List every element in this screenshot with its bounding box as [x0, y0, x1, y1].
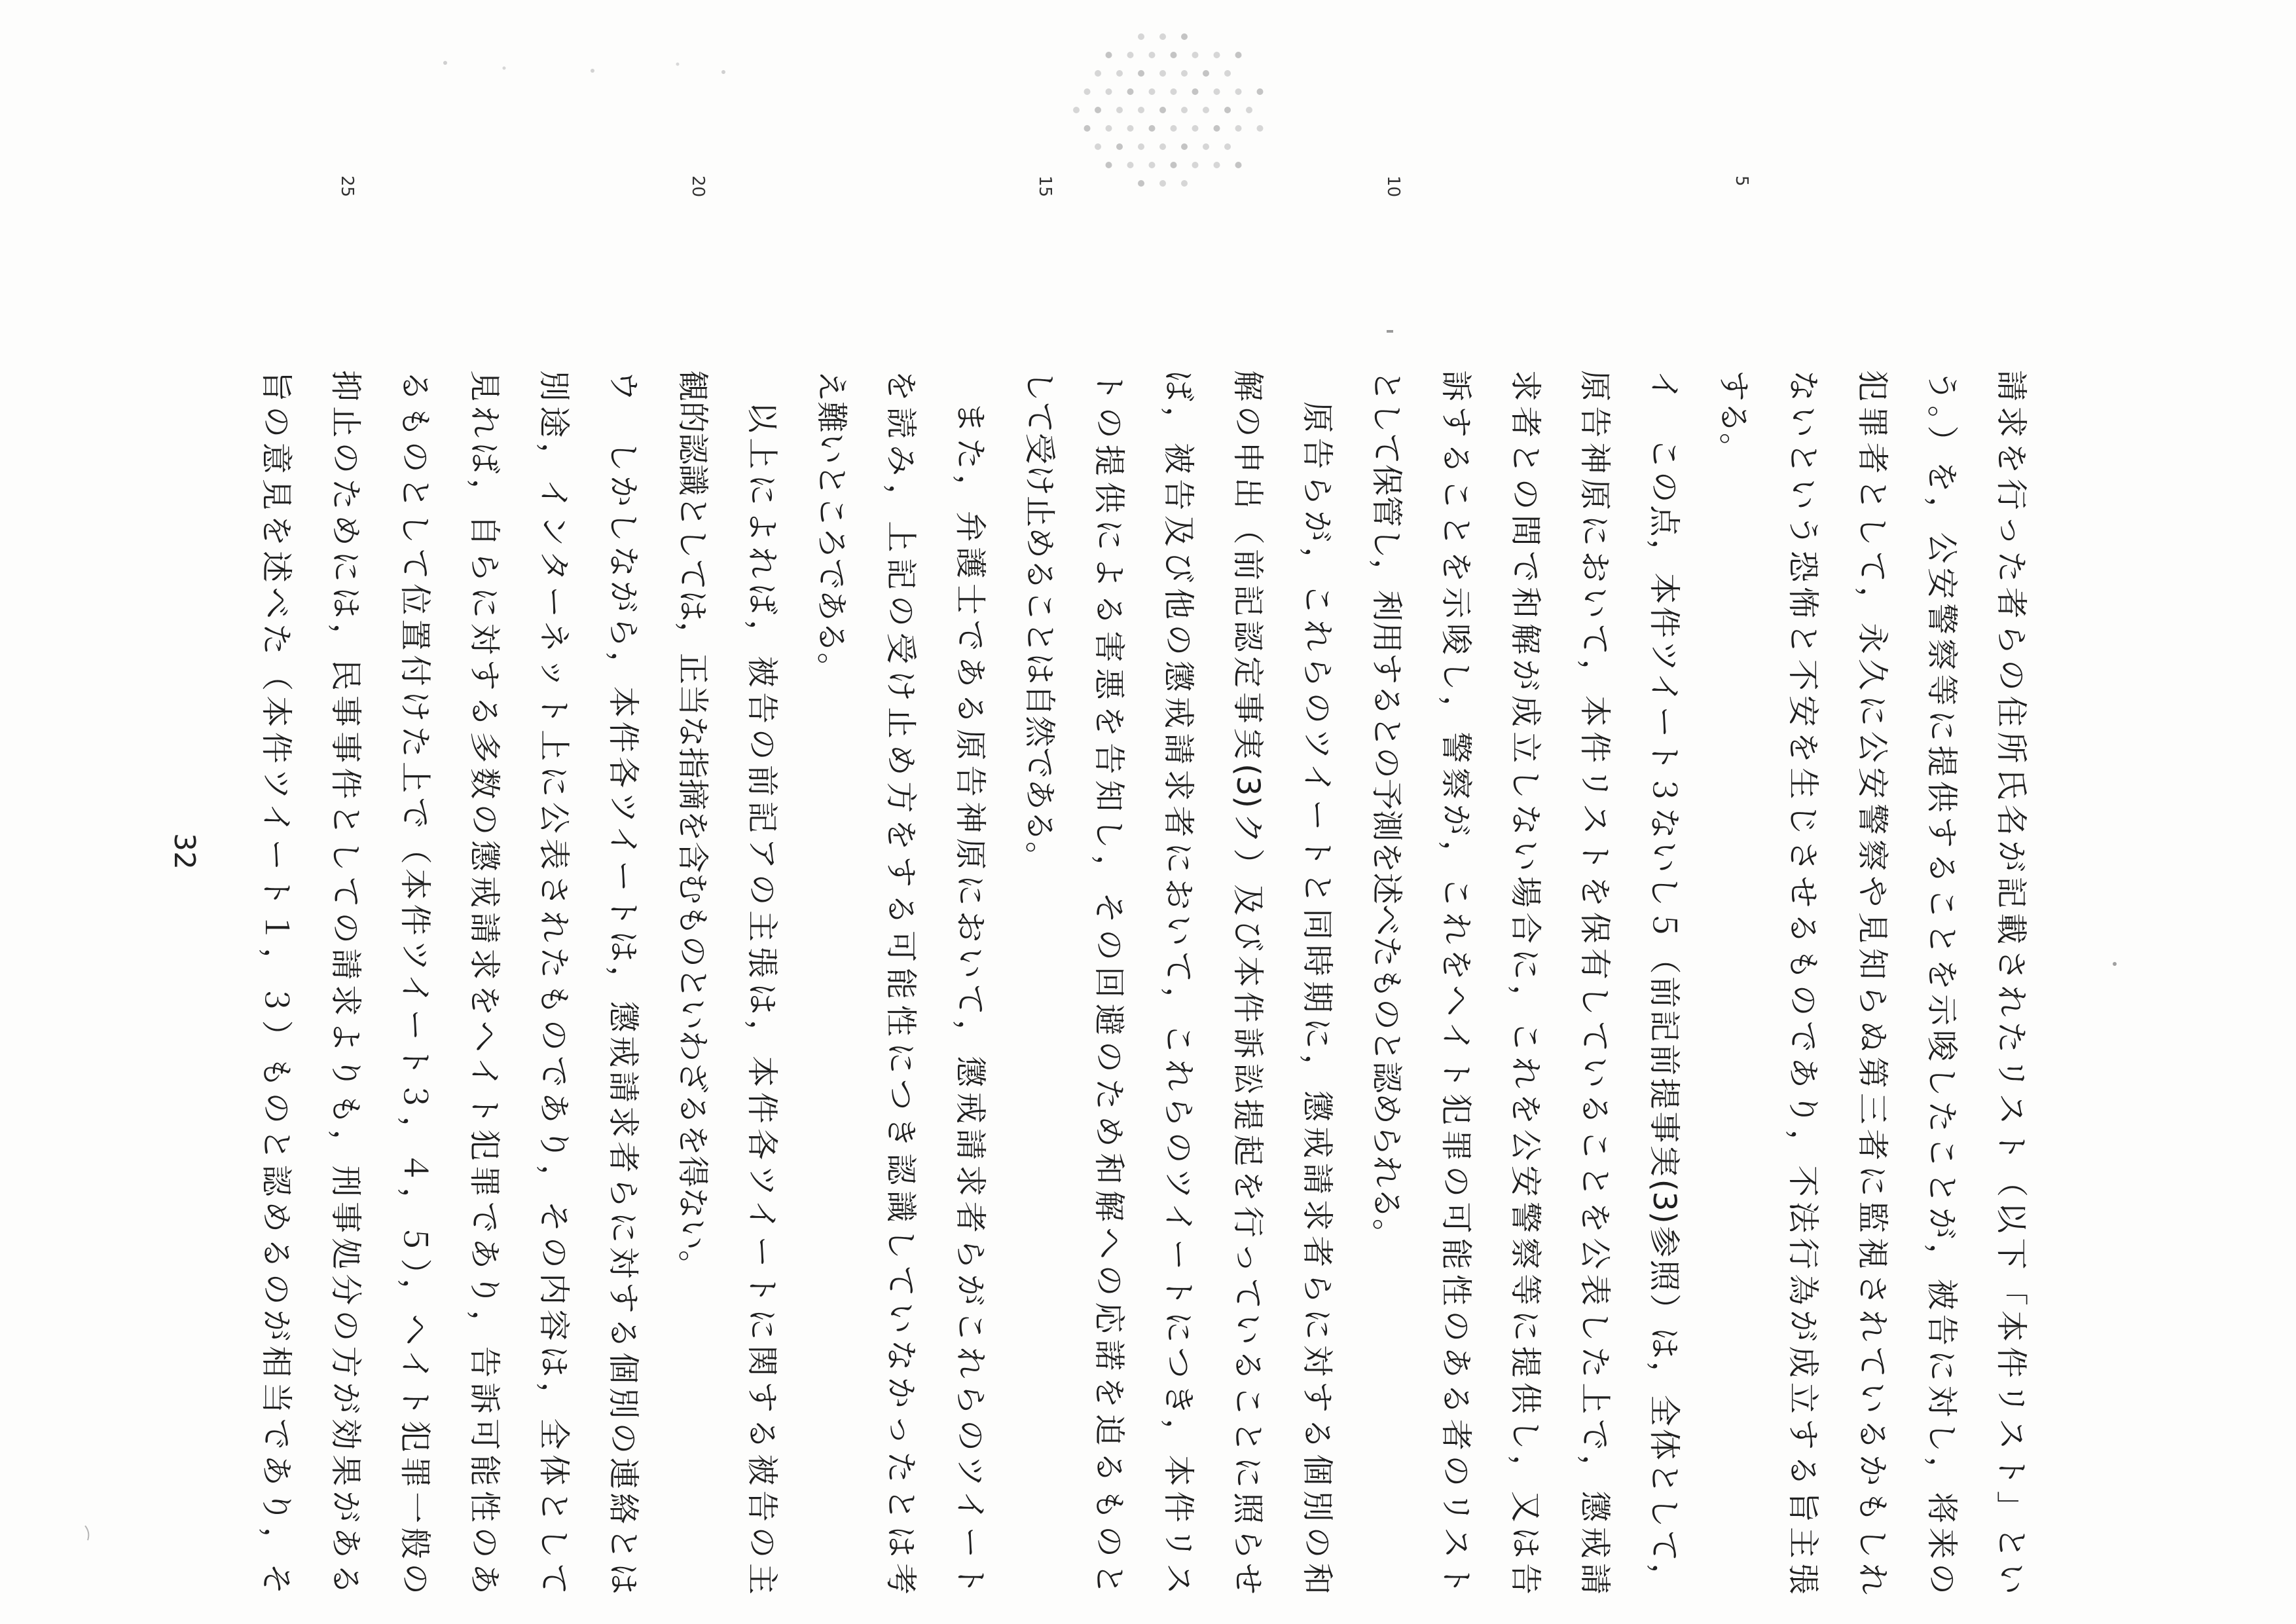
scan-dot [1073, 107, 1080, 113]
scan-dot [1192, 125, 1199, 132]
text-line: 解の申出（前記認定事実(3)ク）及び本件訴訟提起を行っていることに照らせ [1230, 370, 1266, 1595]
text-line: 請求を行った者らの住所氏名が記載されたリスト（以下「本件リスト」とい [1993, 370, 2030, 1595]
line-number: 20 [688, 175, 708, 198]
text-line: トの提供による害悪を告知し，その回避のため和解への応諾を迫るものと [1091, 370, 1127, 1595]
text-line: え難いところである。 [813, 370, 850, 684]
scan-dot [1138, 33, 1144, 40]
scan-dot [1235, 125, 1242, 132]
text-line: ば，被告及び他の懲戒請求者において，これらのツイートにつき，本件リス [1160, 370, 1197, 1595]
text-line: 以上によれば，被告の前記アの主張は，本件各ツイートに関する被告の主 [744, 401, 780, 1595]
scan-dot [1116, 143, 1123, 150]
scan-dot [1095, 70, 1101, 77]
scan-dot [1235, 162, 1242, 168]
text-line: 求者との間で和解が成立しない場合に，これを公安警察等に提供し，又は告 [1507, 370, 1544, 1595]
scan-dot [1149, 162, 1156, 168]
scan-dot [1159, 33, 1166, 40]
scan-dot [1214, 162, 1220, 168]
text-line: 犯罪者として，永久に公安警察や見知らぬ第三者に監視されているかもしれ [1854, 370, 1891, 1595]
scan-dot [1116, 70, 1123, 77]
page-number: 32 [168, 833, 201, 870]
scan-dot [1214, 52, 1220, 58]
scan-dot [1149, 52, 1156, 58]
scan-dot [1192, 88, 1199, 95]
scan-dot [1235, 52, 1242, 58]
scan-dot [1106, 162, 1112, 168]
scan-dot [1149, 125, 1156, 132]
scan-dot [1257, 88, 1264, 95]
scan-dot [1127, 162, 1134, 168]
scan-dot [1192, 162, 1199, 168]
scan-speck [443, 61, 447, 65]
scan-dot [1106, 88, 1112, 95]
scan-dot [1171, 125, 1177, 132]
scan-dot [1181, 107, 1188, 113]
text-line: 抑止のためには，民事事件としての請求よりも，刑事処分の方が効果がある [327, 370, 364, 1595]
scan-dot [1203, 70, 1209, 77]
scan-dot [1095, 107, 1101, 113]
text-line: るものとして位置付けた上で（本件ツイート３，４，５），ヘイト犯罪一般の [397, 370, 433, 1595]
scan-dot [1203, 143, 1209, 150]
scan-dot [1084, 88, 1091, 95]
scan-dot [1214, 88, 1220, 95]
scan-dot [1149, 88, 1156, 95]
text-line: イ この点，本件ツイート３ないし５（前記前提事実(3)参照）は，全体として， [1646, 370, 1683, 1595]
text-line: ウ しかしながら，本件各ツイートは，懲戒請求者らに対する個別の連絡とは [605, 370, 642, 1595]
scan-dot [1127, 88, 1134, 95]
scan-dot [1138, 70, 1144, 77]
scan-dot [1224, 107, 1231, 113]
scan-dot [1138, 107, 1144, 113]
scan-dot [1116, 107, 1123, 113]
line-number: 10 [1383, 175, 1403, 198]
text-line: う。）を，公安警察等に提供することを示唆したことが，被告に対し，将来の [1923, 370, 1960, 1595]
scan-dot [1171, 88, 1177, 95]
scan-dot [1159, 180, 1166, 187]
text-line: 観的認識としては，正当な指摘を含むものといわざるを得ない。 [674, 370, 711, 1282]
scan-dot [1203, 107, 1209, 113]
text-line: 別途，インターネット上に公表されたものであり，その内容は，全体として [536, 370, 572, 1595]
text-line: 原告らが，これらのツイートと同時期に，懲戒請求者らに対する個別の和 [1299, 401, 1336, 1595]
text-line: 原告神原において，本件リストを保有していることを公表した上で，懲戒請 [1576, 370, 1613, 1595]
scan-speck [85, 1526, 88, 1540]
scan-dot [1181, 33, 1188, 40]
scan-dot [1181, 180, 1188, 187]
scan-dot [1127, 125, 1134, 132]
scan-dot [1181, 143, 1188, 150]
scan-dot [1159, 143, 1166, 150]
scan-dot [1181, 70, 1188, 77]
scan-speck [2113, 962, 2117, 966]
scan-dot [1224, 70, 1231, 77]
line-number: 25 [337, 175, 357, 198]
text-line: 旨の意見を述べた（本件ツイート１，３）ものと認めるのが相当であり，そ [258, 370, 295, 1595]
scan-speck [503, 67, 506, 70]
scan-dot [1159, 107, 1166, 113]
text-line: 訴することを示唆し，警察が，これをヘイト犯罪の可能性のある者のリスト [1438, 370, 1474, 1595]
scan-dot [1159, 70, 1166, 77]
scan-dot [1106, 52, 1112, 58]
scan-speck [591, 69, 594, 73]
scan-dot [1235, 88, 1242, 95]
scan-dot [1171, 162, 1177, 168]
scan-dot [1095, 143, 1101, 150]
scan-dot [1257, 125, 1264, 132]
scan-dot [1138, 180, 1144, 187]
text-line: ないという恐怖と不安を生じさせるものであり，不法行為が成立する旨主張 [1785, 370, 1821, 1595]
text-line: して受け止めることは自然である。 [1021, 370, 1058, 874]
text-line: また，弁護士である原告神原において，懲戒請求者らがこれらのツイート [952, 401, 989, 1595]
scan-dot [1192, 52, 1199, 58]
scan-dot [1224, 143, 1231, 150]
scan-dot [1138, 143, 1144, 150]
scan-dot [1246, 107, 1252, 113]
scan-dot [1214, 125, 1220, 132]
scan-speck [676, 63, 680, 66]
scan-dot [1127, 52, 1134, 58]
text-line: 見れば，自らに対する多数の懲戒請求をヘイト犯罪であり，告訴可能性のあ [466, 370, 503, 1595]
scan-speck [1387, 330, 1393, 333]
line-number: 15 [1035, 175, 1055, 198]
line-number: 5 [1732, 175, 1751, 187]
scan-speck [721, 70, 725, 74]
scan-dot [1084, 125, 1091, 132]
scan-dot-pattern [1073, 33, 1264, 187]
text-line: する。 [1715, 370, 1752, 465]
scan-dot [1106, 125, 1112, 132]
text-line: として保管し，利用するとの予測を述べたものと認められる。 [1368, 370, 1405, 1251]
scan-dot [1171, 52, 1177, 58]
text-line: を読み，上記の受け止め方をする可能性につき認識していなかったとは考 [883, 370, 919, 1595]
